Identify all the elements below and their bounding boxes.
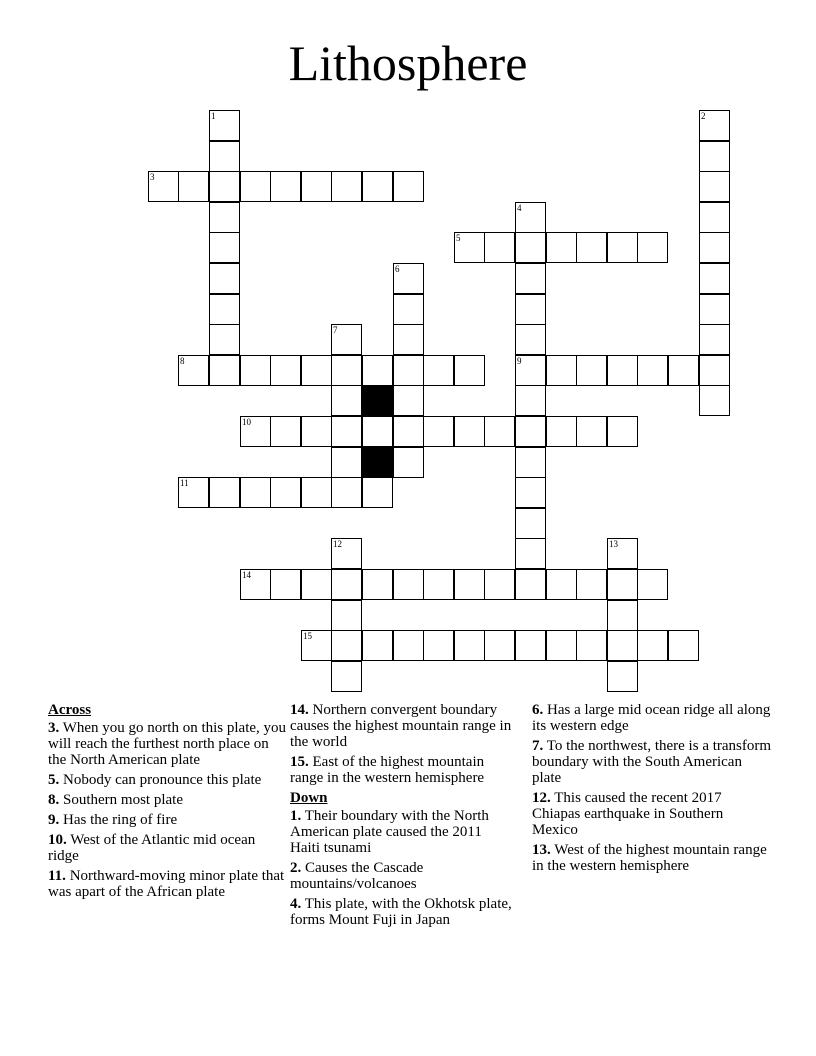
grid-cell[interactable]	[607, 569, 638, 600]
grid-cell[interactable]	[209, 110, 240, 141]
grid-cell[interactable]	[393, 569, 424, 600]
grid-cell[interactable]	[607, 538, 638, 569]
grid-cell[interactable]	[209, 171, 240, 202]
grid-cell[interactable]	[699, 294, 730, 325]
grid-cell[interactable]	[454, 232, 485, 263]
grid-cell[interactable]	[546, 569, 577, 600]
across-heading: Across	[48, 702, 92, 718]
grid-cell[interactable]	[515, 232, 546, 263]
clue-across-9: 9. Has the ring of fire	[48, 812, 178, 828]
cell-number: 2	[701, 111, 706, 121]
grid-cell[interactable]	[393, 263, 424, 294]
cell-number: 11	[180, 478, 189, 488]
grid-cell[interactable]	[637, 355, 668, 386]
grid-cell[interactable]	[576, 630, 607, 661]
clue-down-2: 2. Causes the Cascade mountains/volcanoes	[290, 860, 424, 892]
grid-cell[interactable]	[270, 416, 301, 447]
grid-cell[interactable]	[393, 416, 424, 447]
grid-cell[interactable]	[454, 630, 485, 661]
grid-cell[interactable]	[331, 324, 362, 355]
grid-cell[interactable]	[178, 355, 209, 386]
grid-cell[interactable]	[515, 569, 546, 600]
clue-column-3	[532, 702, 772, 878]
grid-cell[interactable]	[454, 355, 485, 386]
grid-cell[interactable]	[515, 294, 546, 325]
black-cell	[362, 385, 393, 416]
grid-cell[interactable]	[546, 355, 577, 386]
grid-cell[interactable]	[301, 355, 332, 386]
grid-cell[interactable]	[515, 324, 546, 355]
grid-cell[interactable]	[637, 232, 668, 263]
grid-cell[interactable]	[699, 263, 730, 294]
black-cell	[362, 447, 393, 478]
grid-cell[interactable]	[209, 232, 240, 263]
cell-number: 14	[242, 570, 251, 580]
grid-cell[interactable]	[699, 110, 730, 141]
clue-across-14: 14. Northern convergent boundary causes the highest mountain range in the world	[290, 702, 512, 750]
grid-cell[interactable]	[515, 263, 546, 294]
grid-cell[interactable]	[362, 171, 393, 202]
grid-cell[interactable]	[331, 355, 362, 386]
grid-cell[interactable]	[607, 416, 638, 447]
grid-cell[interactable]	[393, 385, 424, 416]
grid-cell[interactable]	[209, 324, 240, 355]
grid-cell[interactable]	[240, 171, 271, 202]
cell-number: 12	[333, 539, 342, 549]
grid-cell[interactable]	[178, 171, 209, 202]
grid-cell[interactable]	[331, 477, 362, 508]
cell-number: 13	[609, 539, 618, 549]
grid-cell[interactable]	[178, 477, 209, 508]
grid-cell[interactable]	[423, 569, 454, 600]
grid-cell[interactable]	[331, 385, 362, 416]
grid-cell[interactable]	[546, 232, 577, 263]
grid-cell[interactable]	[209, 263, 240, 294]
grid-cell[interactable]	[607, 661, 638, 692]
cell-number: 9	[517, 356, 522, 366]
grid-cell[interactable]	[209, 141, 240, 172]
grid-cell[interactable]	[209, 294, 240, 325]
grid-cell[interactable]	[240, 416, 271, 447]
grid-cell[interactable]	[515, 202, 546, 233]
grid-cell[interactable]	[331, 538, 362, 569]
grid-cell[interactable]	[637, 630, 668, 661]
grid-cell[interactable]	[423, 416, 454, 447]
grid-cell[interactable]	[515, 630, 546, 661]
grid-cell[interactable]	[270, 569, 301, 600]
cell-number: 8	[180, 356, 185, 366]
clue-across-10: 10. West of the Atlantic mid ocean ridge	[48, 832, 256, 864]
grid-cell[interactable]	[362, 416, 393, 447]
grid-cell[interactable]	[270, 171, 301, 202]
grid-cell[interactable]	[515, 538, 546, 569]
clue-column-1	[48, 702, 288, 904]
grid-cell[interactable]	[576, 416, 607, 447]
grid-cell[interactable]	[454, 416, 485, 447]
grid-cell[interactable]	[393, 447, 424, 478]
grid-cell[interactable]	[301, 477, 332, 508]
grid-cell[interactable]	[423, 630, 454, 661]
cell-number: 5	[456, 233, 461, 243]
grid-cell[interactable]	[331, 600, 362, 631]
clue-down-1: 1. Their boundary with the North American plate caused the 2011 Haiti tsunami	[290, 808, 489, 856]
clue-across-5: 5. Nobody can pronounce this plate	[48, 772, 262, 788]
cell-number: 1	[211, 111, 216, 121]
grid-cell[interactable]	[515, 416, 546, 447]
grid-cell[interactable]	[331, 171, 362, 202]
grid-cell[interactable]	[515, 385, 546, 416]
page-title: Lithosphere	[288, 35, 528, 91]
grid-cell[interactable]	[484, 630, 515, 661]
grid-cell[interactable]	[546, 630, 577, 661]
grid-cell[interactable]	[484, 232, 515, 263]
grid-cell[interactable]	[515, 355, 546, 386]
clue-across-3: 3. When you go north on this plate, you will reach the furthest north place on the North American plate	[48, 720, 287, 768]
grid-cell[interactable]	[301, 630, 332, 661]
grid-cell[interactable]	[515, 508, 546, 539]
grid-cell[interactable]	[699, 202, 730, 233]
grid-cell[interactable]	[240, 355, 271, 386]
grid-cell[interactable]	[393, 171, 424, 202]
clue-down-12: 12. This caused the recent 2017 Chiapas earthquake in Southern Mexico	[532, 790, 724, 838]
clue-down-7: 7. To the northwest, there is a transform boundary with the South American plate	[532, 738, 772, 786]
grid-cell[interactable]	[607, 232, 638, 263]
grid-cell[interactable]	[576, 569, 607, 600]
grid-cell[interactable]	[576, 355, 607, 386]
grid-cell[interactable]	[423, 355, 454, 386]
grid-cell[interactable]	[393, 324, 424, 355]
grid-cell[interactable]	[209, 477, 240, 508]
grid-cell[interactable]	[699, 324, 730, 355]
grid-cell[interactable]	[148, 171, 179, 202]
clue-down-4: 4. This plate, with the Okhotsk plate, forms Mount Fuji in Japan	[290, 896, 512, 928]
grid-cell[interactable]	[362, 630, 393, 661]
clue-down-6: 6. Has a large mid ocean ridge all along its western edge	[532, 702, 771, 734]
grid-cell[interactable]	[484, 569, 515, 600]
cell-number: 6	[395, 264, 400, 274]
cell-number: 7	[333, 325, 338, 335]
grid-cell[interactable]	[576, 232, 607, 263]
grid-cell[interactable]	[393, 294, 424, 325]
grid-cell[interactable]	[607, 630, 638, 661]
grid-cell[interactable]	[301, 569, 332, 600]
cell-number: 3	[150, 172, 155, 182]
grid-cell[interactable]	[699, 232, 730, 263]
grid-cell[interactable]	[607, 600, 638, 631]
grid-cell[interactable]	[331, 630, 362, 661]
grid-cell[interactable]	[209, 355, 240, 386]
grid-cell[interactable]	[699, 141, 730, 172]
grid-cell[interactable]	[546, 416, 577, 447]
grid-cell[interactable]	[699, 171, 730, 202]
grid-cell[interactable]	[301, 416, 332, 447]
clue-across-8: 8. Southern most plate	[48, 792, 183, 808]
grid-cell[interactable]	[515, 477, 546, 508]
grid-cell[interactable]	[362, 355, 393, 386]
grid-cell[interactable]	[668, 355, 699, 386]
cell-number: 10	[242, 417, 251, 427]
clue-across-11: 11. Northward-moving minor plate that was apart of the African plate	[48, 868, 285, 900]
grid-cell[interactable]	[393, 355, 424, 386]
grid-cell[interactable]	[484, 416, 515, 447]
grid-cell[interactable]	[362, 569, 393, 600]
clue-down-13: 13. West of the highest mountain range in the western hemisphere	[532, 842, 767, 874]
grid-cell[interactable]	[668, 630, 699, 661]
grid-cell[interactable]	[270, 355, 301, 386]
cell-number: 15	[303, 631, 312, 641]
grid-cell[interactable]	[699, 355, 730, 386]
grid-cell[interactable]	[209, 202, 240, 233]
grid-cell[interactable]	[331, 661, 362, 692]
cell-number: 4	[517, 203, 522, 213]
grid-cell[interactable]	[454, 569, 485, 600]
grid-cell[interactable]	[331, 447, 362, 478]
grid-cell[interactable]	[699, 385, 730, 416]
grid-cell[interactable]	[362, 477, 393, 508]
grid-cell[interactable]	[240, 477, 271, 508]
grid-cell[interactable]	[331, 569, 362, 600]
grid-cell[interactable]	[515, 447, 546, 478]
clue-column-2	[290, 702, 515, 932]
grid-cell[interactable]	[607, 355, 638, 386]
clue-across-15: 15. East of the highest mountain range in the western hemisphere	[290, 754, 485, 786]
grid-cell[interactable]	[240, 569, 271, 600]
grid-cell[interactable]	[270, 477, 301, 508]
grid-cell[interactable]	[331, 416, 362, 447]
down-heading: Down	[290, 790, 328, 806]
grid-cell[interactable]	[637, 569, 668, 600]
grid-cell[interactable]	[301, 171, 332, 202]
grid-cell[interactable]	[393, 630, 424, 661]
